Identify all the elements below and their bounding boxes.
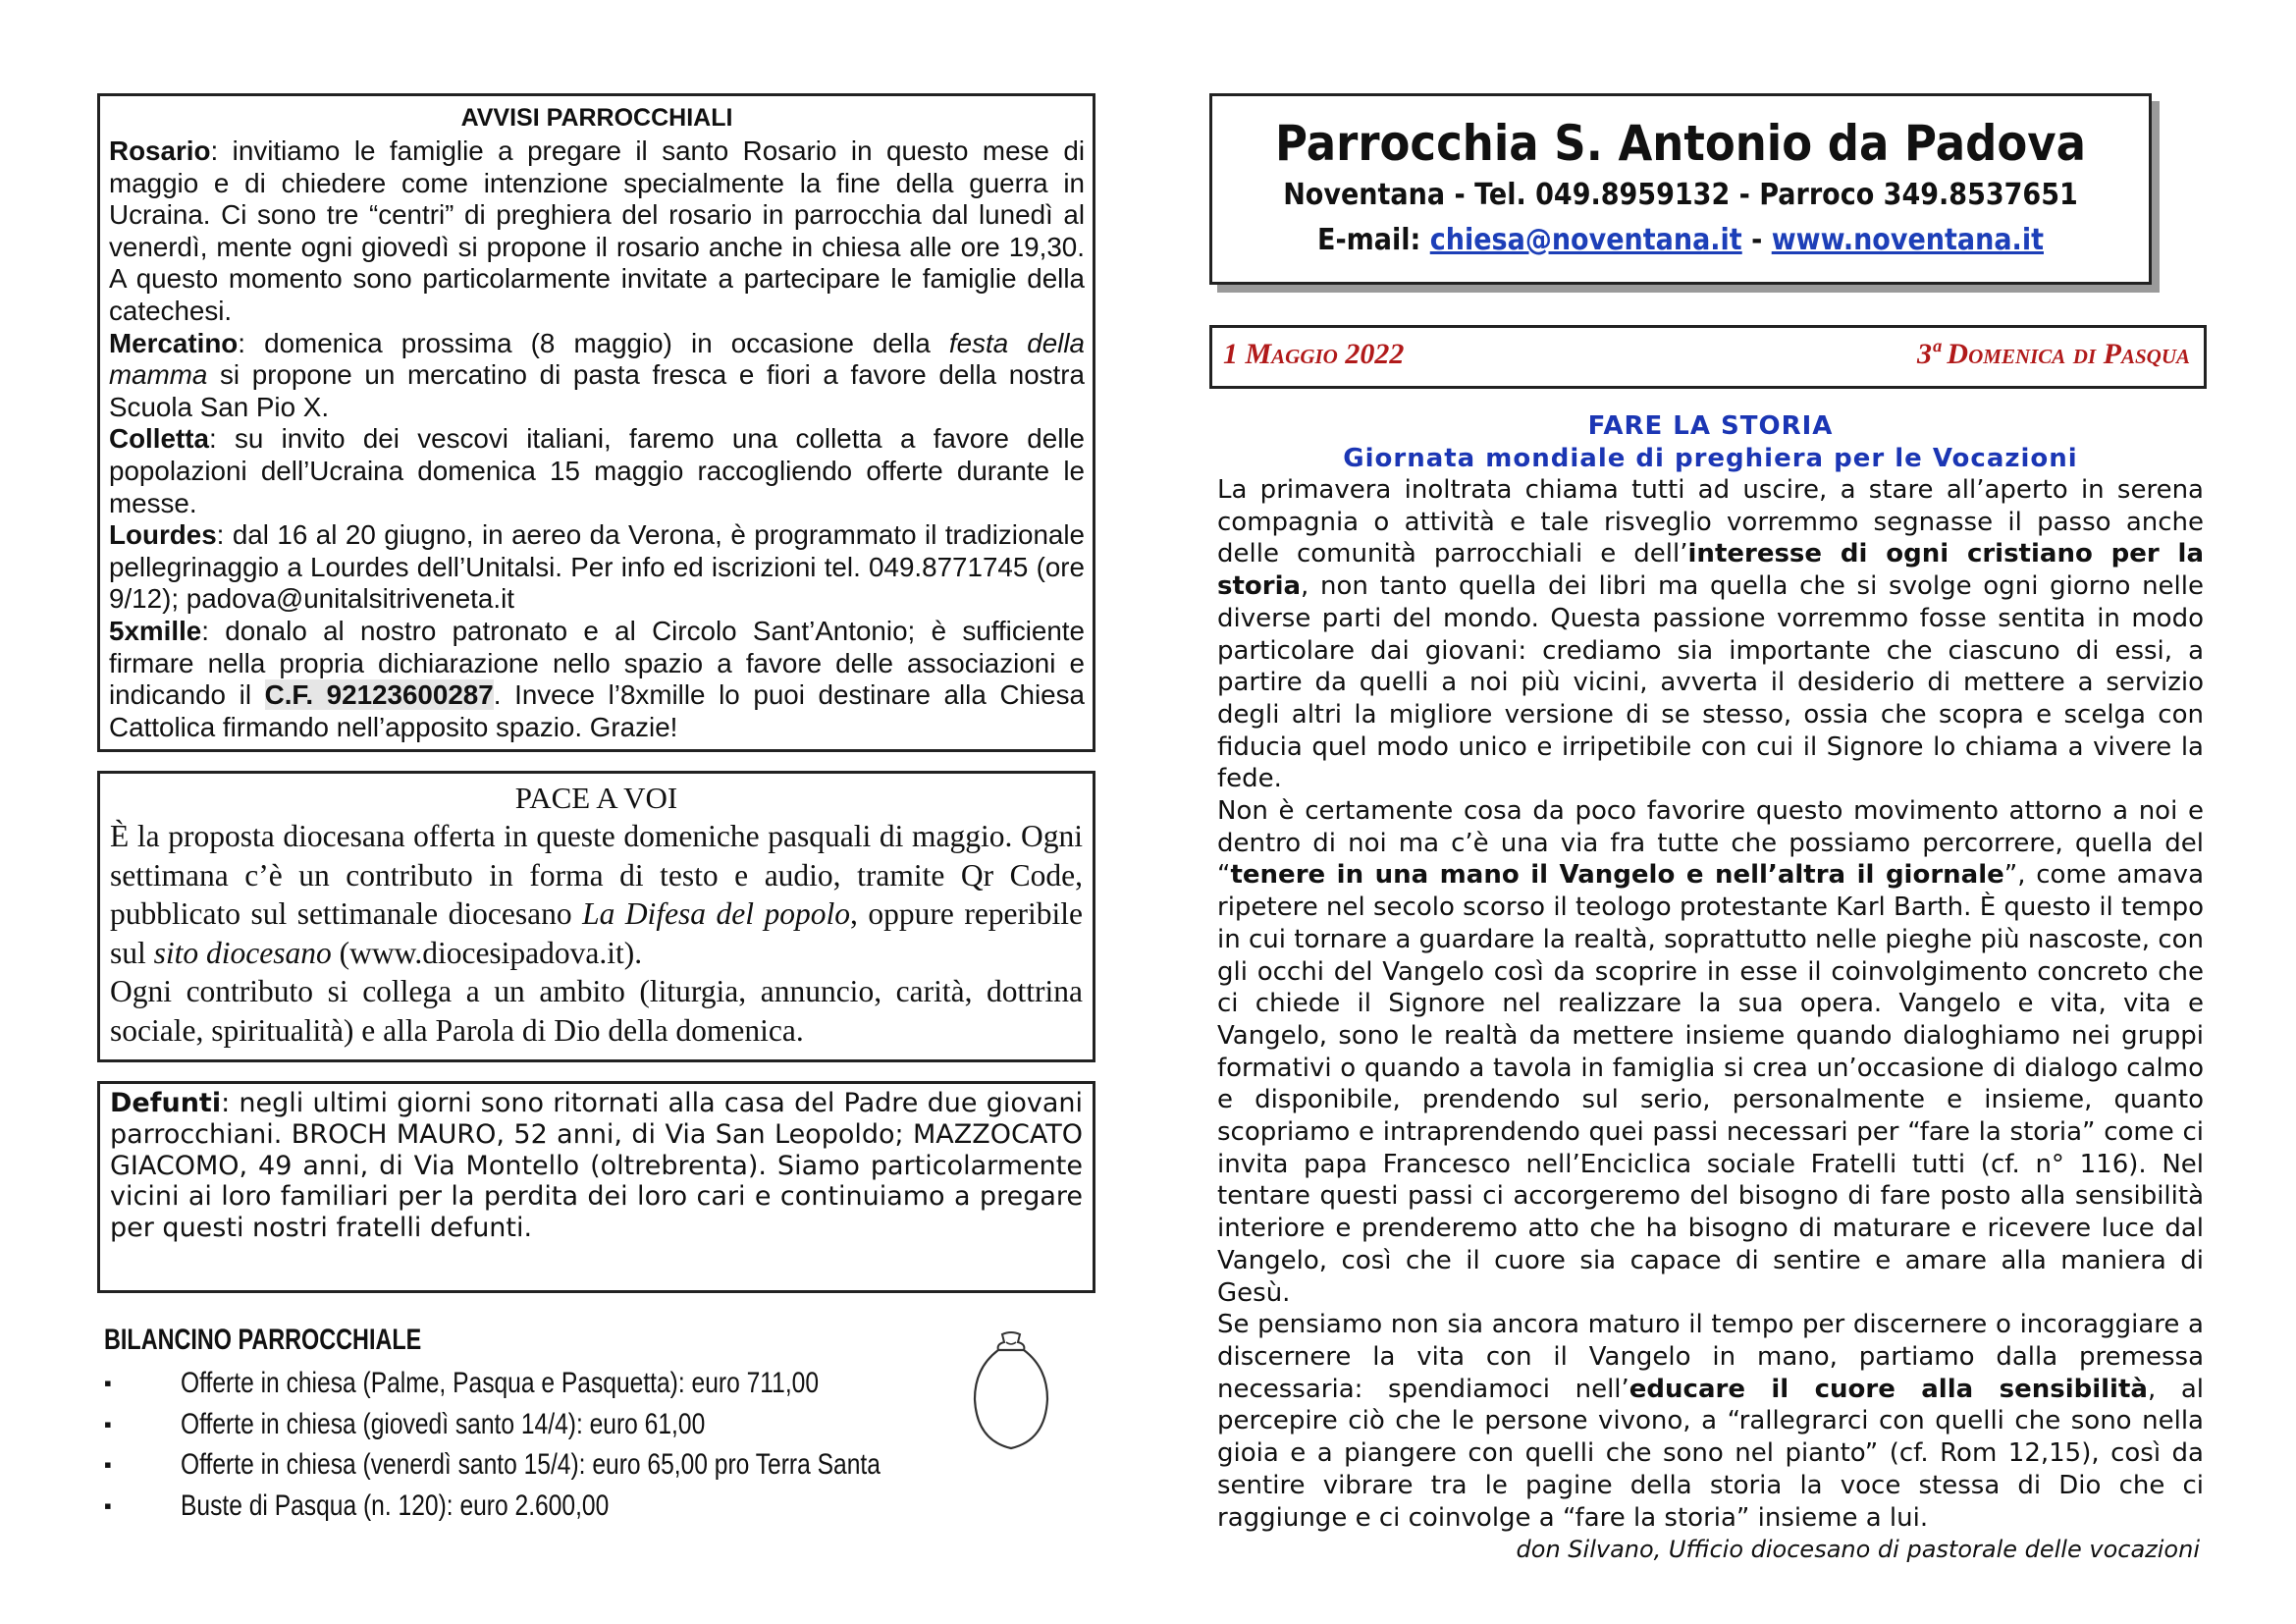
- p3-text-b: , al percepire ciò che le persone vivono, a “rallegrarci con quelli che sono nella gioia e a piangere con quelli che sono nel pianto” (cf. Rom 12,15), così da sentire vibrare tra le pagine della storia la voce stessa di Dio che ci raggiunge e ci coinvolge a “fare la storia” insieme a lui.: [1217, 1374, 2204, 1533]
- liturgical-sunday: 3ª Domenica di Pasqua: [1916, 338, 2190, 370]
- bullet-icon: ▪: [104, 1492, 112, 1518]
- bilancino-title: BILANCINO PARROCCHIALE: [104, 1324, 422, 1356]
- p1-text-b: , non tanto quella dei libri ma quella che si svolge ogni giorno nelle diverse parti del mondo. Questa passione vorremmo fosse sentita in modo particolare dai giovani: crediamo sia importante che ciascuno di essi, a partire da quelli a noi più vicini, avverta il desiderio di mettere a servizio degli altri la migliore versione di se stesso, ossia che scopra e scelga con fiducia quel modo unico e irripetibile con cui il Signore lo chiama a vivere la fede.: [1217, 571, 2204, 794]
- issue-date: 1 Maggio 2022: [1223, 338, 1405, 370]
- p3-text-a: Se pensiamo non sia ancora maturo il tempo per discernere o incoraggiare a discernere la vita con il Vangelo in mano, partiamo dalla premessa necessaria: spendiamoci nell’: [1217, 1310, 2204, 1404]
- mercatino-italic: festa della mamma: [109, 327, 1085, 391]
- pace-text-2: , oppure reperibile sul: [110, 896, 1084, 970]
- p2-bold: tenere in una mano il Vangelo e nell’altra il giornale: [1230, 860, 2004, 891]
- mercatino-text: : domenica prossima (8 maggio) in occasione della: [238, 327, 949, 358]
- p2-text-b: ”, come amava ripetere nel secolo scorso il teologo protestante Karl Barth. È questo il tempo in cui tornare a guardare la realtà, soprattutto nelle pieghe più nascoste, con gli occhi del Vangelo così da scoprire in esse il coinvolgimento concreto che ci chiede il Signore nel realizzare la sua opera. Vangelo e vita, vita e Vangelo, sono le realtà da mettere insieme quando dialoghiamo nei gruppi formativi o quando a tavola in famiglia si crea un’occasione di dialogo calmo e disponibile, prendendo sul serio, personalmente e insieme, quanto scopriamo e intraprendendo quei passi necessari per “fare la storia” come ci invita papa Francesco nell’Enciclica sociale Fratelli tutti (cf. n° 116). Nel tentare questi passi ci accorgeremo del bisogno di fare posto alla sensibilità interiore e prenderemo atto che ha bisogno di maturare e ricevere luce dal Vangelo, così che il cuore sia capace di sentire e amare alla maniera di Gesù.: [1217, 860, 2204, 1308]
- article-paragraph-3: [1217, 1309, 2204, 1534]
- bullet-icon: ▪: [104, 1371, 112, 1395]
- pace-text-1: È la proposta diocesana offerta in queste domeniche pasquali di maggio. Ogni settimana c’è un contributo in forma di testo e audio, tramite Qr Code, pubblicato sul settimanale diocesano: [110, 819, 1083, 931]
- defunti-box: [97, 1081, 1095, 1293]
- article-paragraph-1: [1217, 474, 2204, 795]
- article: [1217, 409, 2204, 1566]
- avviso-mercatino: [109, 328, 1085, 424]
- pace-paragraph-2: Ogni contributo si collega a un ambito (liturgia, annuncio, carità, dottrina sociale, spiritualità) e alla Parola di Dio della domenica.: [110, 974, 1083, 1048]
- email-label: E-mail:: [1317, 223, 1430, 257]
- list-item-text: Offerte in chiesa (giovedì santo 14/4): euro 61,00: [181, 1407, 706, 1440]
- avviso-colletta: [109, 423, 1085, 519]
- avviso-rosario: [109, 135, 1085, 328]
- avvisi-title: AVVISI PARROCCHIALI: [460, 104, 733, 132]
- list-item: [104, 1404, 988, 1445]
- bullet-icon: ▪: [104, 1452, 112, 1477]
- defunti-paragraph: [110, 1088, 1083, 1244]
- mille-label: 5xmille: [109, 615, 202, 646]
- defunti-label: Defunti: [110, 1088, 222, 1118]
- pace-italic-2: sito diocesano: [153, 935, 332, 970]
- avviso-5xmille: [109, 616, 1085, 743]
- pace-box: [97, 771, 1095, 1062]
- list-item: [104, 1486, 988, 1527]
- link-separator: -: [1741, 223, 1772, 257]
- list-item: [104, 1444, 988, 1486]
- p2-text-a: Non è certamente cosa da poco favorire questo movimento attorno a noi e dentro di noi ma c’è una via fra tutte che possiamo percorrere, quella del “: [1217, 796, 2204, 891]
- parish-contacts: Noventana - Tel. 049.8959132 - Parroco 349.8537651: [1283, 178, 2078, 212]
- article-signature: don Silvano, Ufficio diocesano di pastorale delle vocazioni: [1516, 1536, 2200, 1564]
- lourdes-label: Lourdes: [109, 519, 217, 551]
- avviso-lourdes: [109, 519, 1085, 616]
- mercatino-label: Mercatino: [109, 327, 239, 358]
- list-item-text: Offerte in chiesa (venerdì santo 15/4): euro 65,00 pro Terra Santa: [181, 1448, 881, 1481]
- p1-text-a: La primavera inoltrata chiama tutti ad uscire, a stare all’aperto in serena compagnia o attività e tale risveglio vorremmo segnasse il passo anche delle comunità parrocchiali e dell’: [1217, 475, 2204, 569]
- colletta-label: Colletta: [109, 423, 209, 455]
- pace-paragraph-1: [110, 817, 1083, 972]
- mille-text-2: . Invece l’8xmille lo puoi destinare alla Chiesa Cattolica firmando nell’apposito spazio. Grazie!: [109, 679, 1085, 742]
- article-paragraph-2: [1217, 795, 2204, 1309]
- list-item-text: Offerte in chiesa (Palme, Pasqua e Pasquetta): euro 711,00: [181, 1367, 820, 1399]
- codice-fiscale: C.F. 92123600287: [264, 679, 494, 711]
- rosario-label: Rosario: [109, 135, 211, 166]
- mercatino-text-2: si propone un mercatino di pasta fresca e fiori a favore della nostra Scuola San Pio X.: [109, 359, 1085, 422]
- offering-jar-icon: [967, 1330, 1055, 1453]
- pace-text-3: (www.diocesipadova.it).: [331, 935, 643, 970]
- article-title: FARE LA STORIA: [1587, 411, 1834, 441]
- parish-title: Parrocchia S. Antonio da Padova: [1274, 115, 2087, 172]
- pace-italic-1: La Difesa del popolo: [582, 896, 851, 931]
- p1-bold: interesse di ogni cristiano per la storia: [1217, 539, 2204, 602]
- pace-title: PACE A VOI: [514, 781, 678, 815]
- article-subtitle: Giornata mondiale di preghiera per le Vocazioni: [1343, 444, 2078, 473]
- bullet-icon: ▪: [104, 1411, 112, 1436]
- bilancino-list: [104, 1363, 988, 1526]
- parish-header: [1209, 93, 2152, 285]
- avvisi-box: [97, 93, 1095, 752]
- parish-links: [1259, 218, 2103, 263]
- defunti-text: : negli ultimi giorni sono ritornati alla casa del Padre due giovani parrocchiani. BROCH MAURO, 52 anni, di Via San Leopoldo; MAZZOCATO GIACOMO, 49 anni, di Via Montello (oltrebrenta). Siamo particolarmente vicini ai loro familiari per la perdita dei loro cari e continuiamo a pregare per questi nostri fratelli defunti.: [110, 1088, 1083, 1244]
- lourdes-text: : dal 16 al 20 giugno, in aereo da Verona, è programmato il tradizionale pellegrinaggio a Lourdes dell’Unitalsi. Per info ed iscrizioni tel. 049.8771745 (ore 9/12); padova@unitalsitriveneta.it: [109, 519, 1085, 615]
- mille-text: : donalo al nostro patronato e al Circolo Sant’Antonio; è sufficiente firmare nella propria dichiarazione nello spazio a favore delle associazioni e indicando il: [109, 615, 1085, 711]
- colletta-text: : su invito dei vescovi italiani, faremo una colletta a favore delle popolazioni dell’Ucraina domenica 15 maggio raccogliendo offerte durante le messe.: [109, 423, 1085, 518]
- website-link[interactable]: www.noventana.it: [1771, 223, 2044, 257]
- email-link[interactable]: chiesa@noventana.it: [1429, 223, 1742, 257]
- list-item-text: Buste di Pasqua (n. 120): euro 2.600,00: [181, 1489, 610, 1522]
- date-bar: [1209, 325, 2207, 389]
- p3-bold: educare il cuore alla sensibilità: [1629, 1374, 2148, 1404]
- rosario-text: : invitiamo le famiglie a pregare il santo Rosario in questo mese di maggio e di chiedere come intenzione specialmente la fine della guerra in Ucraina. Ci sono tre “centri” di preghiera del rosario in parrocchia dal lunedì al venerdì, mente ogni giovedì si propone il rosario anche in chiesa alle ore 19,30. A questo momento sono particolarmente invitate a partecipare le famiglie della catechesi.: [109, 135, 1085, 326]
- list-item: [104, 1363, 988, 1404]
- bilancino-section: [104, 1318, 988, 1526]
